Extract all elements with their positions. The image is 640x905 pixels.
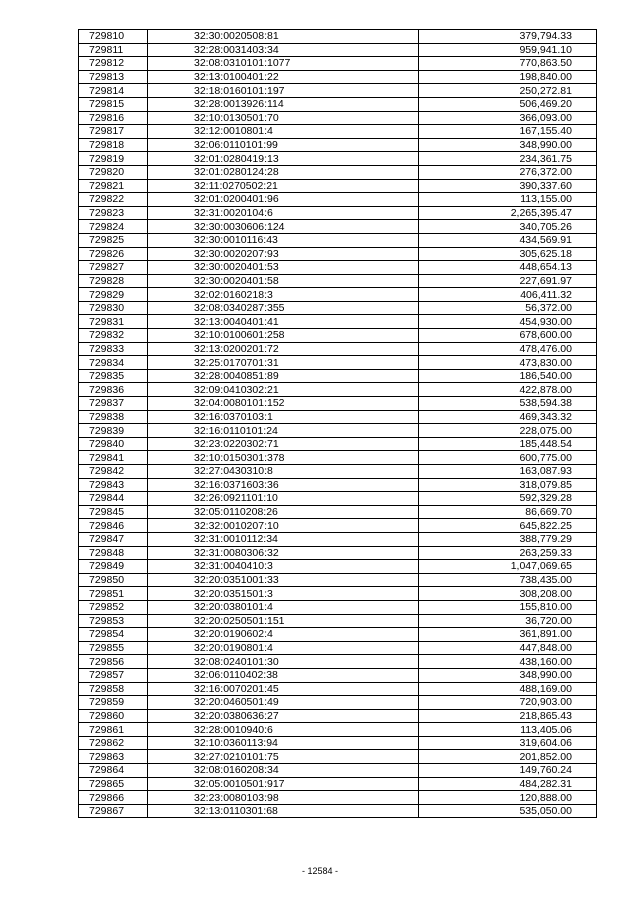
- amount-cell: 340,705.26: [419, 220, 597, 234]
- amount-cell: 234,361.75: [419, 152, 597, 166]
- record-id-cell: 729819: [79, 152, 148, 166]
- cadastral-number-cell: 32:13:0200201:72: [148, 342, 419, 356]
- table-row: [79, 233, 597, 247]
- amount-cell: 56,372.00: [419, 301, 597, 315]
- amount-cell: 218,865.43: [419, 709, 597, 723]
- record-id-cell: 729813: [79, 70, 148, 84]
- amount-cell: 434,569.91: [419, 233, 597, 247]
- cadastral-number-cell: 32:05:0010501:917: [148, 777, 419, 791]
- cadastral-number-cell: 32:28:0013926:114: [148, 97, 419, 111]
- cadastral-number-cell: 32:20:0250501:151: [148, 614, 419, 628]
- record-id-cell: 729848: [79, 546, 148, 560]
- amount-cell: 86,669.70: [419, 505, 597, 519]
- record-id-cell: 729817: [79, 125, 148, 139]
- amount-cell: 678,600.00: [419, 329, 597, 343]
- amount-cell: 535,050.00: [419, 804, 597, 818]
- cadastral-number-cell: 32:01:0200401:96: [148, 193, 419, 207]
- table-row: [79, 668, 597, 682]
- table-row: [79, 424, 597, 438]
- amount-cell: 447,848.00: [419, 641, 597, 655]
- amount-cell: 473,830.00: [419, 356, 597, 370]
- record-id-cell: 729822: [79, 193, 148, 207]
- record-id-cell: 729843: [79, 478, 148, 492]
- cadastral-number-cell: 32:13:0110301:68: [148, 804, 419, 818]
- amount-cell: 250,272.81: [419, 84, 597, 98]
- table-row: [79, 383, 597, 397]
- table-row: [79, 261, 597, 275]
- record-id-cell: 729855: [79, 641, 148, 655]
- amount-cell: 120,888.00: [419, 791, 597, 805]
- table-row: [79, 165, 597, 179]
- record-id-cell: 729854: [79, 628, 148, 642]
- amount-cell: 198,840.00: [419, 70, 597, 84]
- table-row: [79, 138, 597, 152]
- record-id-cell: 729858: [79, 682, 148, 696]
- record-id-cell: 729823: [79, 206, 148, 220]
- cadastral-number-cell: 32:32:0010207:10: [148, 519, 419, 533]
- cadastral-number-cell: 32:10:0130501:70: [148, 111, 419, 125]
- record-id-cell: 729837: [79, 397, 148, 411]
- amount-cell: 185,448.54: [419, 437, 597, 451]
- table-row: [79, 193, 597, 207]
- record-id-cell: 729811: [79, 43, 148, 57]
- cadastral-number-cell: 32:28:0031403:34: [148, 43, 419, 57]
- table-row: [79, 397, 597, 411]
- cadastral-number-cell: 32:28:0010940:6: [148, 723, 419, 737]
- table-row: [79, 84, 597, 98]
- cadastral-number-cell: 32:10:0100601:258: [148, 329, 419, 343]
- cadastral-number-cell: 32:16:0110101:24: [148, 424, 419, 438]
- amount-cell: 506,469.20: [419, 97, 597, 111]
- cadastral-number-cell: 32:20:0190602:4: [148, 628, 419, 642]
- table-row: [79, 628, 597, 642]
- record-id-cell: 729857: [79, 668, 148, 682]
- table-row: [79, 505, 597, 519]
- table-row: [79, 478, 597, 492]
- cadastral-number-cell: 32:16:0370103:1: [148, 410, 419, 424]
- table-row: [79, 560, 597, 574]
- record-id-cell: 729853: [79, 614, 148, 628]
- record-id-cell: 729824: [79, 220, 148, 234]
- amount-cell: 379,794.33: [419, 30, 597, 44]
- record-id-cell: 729810: [79, 30, 148, 44]
- record-id-cell: 729831: [79, 315, 148, 329]
- record-id-cell: 729825: [79, 233, 148, 247]
- record-id-cell: 729865: [79, 777, 148, 791]
- record-id-cell: 729860: [79, 709, 148, 723]
- table-row: [79, 804, 597, 818]
- cadastral-number-cell: 32:28:0040851:89: [148, 369, 419, 383]
- cadastral-number-cell: 32:09:0410302:21: [148, 383, 419, 397]
- amount-cell: 448,654.13: [419, 261, 597, 275]
- table-row: [79, 315, 597, 329]
- table-row: [79, 519, 597, 533]
- table-row: [79, 97, 597, 111]
- amount-cell: 438,160.00: [419, 655, 597, 669]
- amount-cell: 201,852.00: [419, 750, 597, 764]
- cadastral-number-cell: 32:27:0210101:75: [148, 750, 419, 764]
- amount-cell: 406,411.32: [419, 288, 597, 302]
- amount-cell: 538,594.38: [419, 397, 597, 411]
- table-row: [79, 70, 597, 84]
- cadastral-number-cell: 32:08:0310101:1077: [148, 57, 419, 71]
- cadastral-number-cell: 32:30:0020401:58: [148, 274, 419, 288]
- amount-cell: 959,941.10: [419, 43, 597, 57]
- amount-cell: 361,891.00: [419, 628, 597, 642]
- table-row: [79, 30, 597, 44]
- table-row: [79, 587, 597, 601]
- table-row: [79, 764, 597, 778]
- amount-cell: 422,878.00: [419, 383, 597, 397]
- cadastral-number-cell: 32:08:0240101:30: [148, 655, 419, 669]
- table-row: [79, 492, 597, 506]
- record-id-cell: 729814: [79, 84, 148, 98]
- table-row: [79, 152, 597, 166]
- cadastral-number-cell: 32:27:0430310:8: [148, 465, 419, 479]
- page-number: - 12584 -: [301, 866, 339, 876]
- table-row: [79, 614, 597, 628]
- amount-cell: 308,208.00: [419, 587, 597, 601]
- record-id-cell: 729818: [79, 138, 148, 152]
- cadastral-number-cell: 32:26:0921101:10: [148, 492, 419, 506]
- table-row: [79, 329, 597, 343]
- table-row: [79, 532, 597, 546]
- cadastral-number-cell: 32:01:0280124:28: [148, 165, 419, 179]
- amount-cell: 305,625.18: [419, 247, 597, 261]
- cadastral-number-cell: 32:30:0030606:124: [148, 220, 419, 234]
- amount-cell: 388,779.29: [419, 532, 597, 546]
- table-row: [79, 696, 597, 710]
- table-row: [79, 573, 597, 587]
- cadastral-number-cell: 32:31:0080306:32: [148, 546, 419, 560]
- amount-cell: 228,075.00: [419, 424, 597, 438]
- record-id-cell: 729829: [79, 288, 148, 302]
- amount-cell: 348,990.00: [419, 138, 597, 152]
- amount-cell: 469,343.32: [419, 410, 597, 424]
- table-row: [79, 641, 597, 655]
- record-id-cell: 729863: [79, 750, 148, 764]
- cadastral-number-cell: 32:11:0270502:21: [148, 179, 419, 193]
- record-id-cell: 729862: [79, 736, 148, 750]
- cadastral-number-cell: 32:30:0020401:53: [148, 261, 419, 275]
- table-row: [79, 791, 597, 805]
- cadastral-number-cell: 32:16:0070201:45: [148, 682, 419, 696]
- record-id-cell: 729815: [79, 97, 148, 111]
- cadastral-number-cell: 32:30:0020207:93: [148, 247, 419, 261]
- record-id-cell: 729842: [79, 465, 148, 479]
- record-id-cell: 729856: [79, 655, 148, 669]
- cadastral-number-cell: 32:23:0080103:98: [148, 791, 419, 805]
- table-row: [79, 465, 597, 479]
- table-row: [79, 600, 597, 614]
- table-row: [79, 247, 597, 261]
- amount-cell: 149,760.24: [419, 764, 597, 778]
- record-id-cell: 729828: [79, 274, 148, 288]
- amount-cell: 113,405.06: [419, 723, 597, 737]
- cadastral-number-cell: 32:05:0110208:26: [148, 505, 419, 519]
- cadastral-number-cell: 32:18:0160101:197: [148, 84, 419, 98]
- amount-cell: 366,093.00: [419, 111, 597, 125]
- cadastral-number-cell: 32:13:0040401:41: [148, 315, 419, 329]
- record-id-cell: 729832: [79, 329, 148, 343]
- cadastral-number-cell: 32:06:0110402:38: [148, 668, 419, 682]
- amount-cell: 770,863.50: [419, 57, 597, 71]
- amount-cell: 318,079.85: [419, 478, 597, 492]
- table-row: [79, 655, 597, 669]
- record-id-cell: 729834: [79, 356, 148, 370]
- table-row: [79, 682, 597, 696]
- record-id-cell: 729839: [79, 424, 148, 438]
- cadastral-number-cell: 32:23:0220302:71: [148, 437, 419, 451]
- record-id-cell: 729830: [79, 301, 148, 315]
- table-row: [79, 546, 597, 560]
- amount-cell: 348,990.00: [419, 668, 597, 682]
- cadastral-number-cell: 32:10:0150301:378: [148, 451, 419, 465]
- amount-cell: 738,435.00: [419, 573, 597, 587]
- table-row: [79, 356, 597, 370]
- cadastral-number-cell: 32:20:0351501:3: [148, 587, 419, 601]
- table-row: [79, 220, 597, 234]
- table-row: [79, 736, 597, 750]
- amount-cell: 36,720.00: [419, 614, 597, 628]
- cadastral-number-cell: 32:25:0170701:31: [148, 356, 419, 370]
- table-row: [79, 179, 597, 193]
- record-id-cell: 729867: [79, 804, 148, 818]
- amount-cell: 163,087.93: [419, 465, 597, 479]
- records-table: [78, 29, 597, 818]
- record-id-cell: 729861: [79, 723, 148, 737]
- table-row: [79, 410, 597, 424]
- amount-cell: 227,691.97: [419, 274, 597, 288]
- amount-cell: 600,775.00: [419, 451, 597, 465]
- amount-cell: 478,476.00: [419, 342, 597, 356]
- cadastral-number-cell: 32:20:0190801:4: [148, 641, 419, 655]
- cadastral-number-cell: 32:01:0280419:13: [148, 152, 419, 166]
- amount-cell: 186,540.00: [419, 369, 597, 383]
- record-id-cell: 729833: [79, 342, 148, 356]
- record-id-cell: 729866: [79, 791, 148, 805]
- cadastral-number-cell: 32:20:0460501:49: [148, 696, 419, 710]
- table-row: [79, 437, 597, 451]
- cadastral-number-cell: 32:16:0371603:36: [148, 478, 419, 492]
- table-row: [79, 451, 597, 465]
- amount-cell: 113,155.00: [419, 193, 597, 207]
- cadastral-number-cell: 32:10:0360113:94: [148, 736, 419, 750]
- record-id-cell: 729826: [79, 247, 148, 261]
- table-row: [79, 206, 597, 220]
- table-row: [79, 709, 597, 723]
- record-id-cell: 729864: [79, 764, 148, 778]
- amount-cell: 488,169.00: [419, 682, 597, 696]
- amount-cell: 454,930.00: [419, 315, 597, 329]
- cadastral-number-cell: 32:30:0010116:43: [148, 233, 419, 247]
- record-id-cell: 729838: [79, 410, 148, 424]
- cadastral-number-cell: 32:20:0380101:4: [148, 600, 419, 614]
- amount-cell: 592,329.28: [419, 492, 597, 506]
- record-id-cell: 729836: [79, 383, 148, 397]
- amount-cell: 645,822.25: [419, 519, 597, 533]
- cadastral-number-cell: 32:06:0110101:99: [148, 138, 419, 152]
- record-id-cell: 729816: [79, 111, 148, 125]
- table-row: [79, 111, 597, 125]
- cadastral-number-cell: 32:04:0080101:152: [148, 397, 419, 411]
- table-row: [79, 288, 597, 302]
- record-id-cell: 729844: [79, 492, 148, 506]
- record-id-cell: 729845: [79, 505, 148, 519]
- records-table-body: [79, 30, 597, 818]
- record-id-cell: 729859: [79, 696, 148, 710]
- record-id-cell: 729850: [79, 573, 148, 587]
- record-id-cell: 729846: [79, 519, 148, 533]
- amount-cell: 484,282.31: [419, 777, 597, 791]
- record-id-cell: 729847: [79, 532, 148, 546]
- amount-cell: 720,903.00: [419, 696, 597, 710]
- cadastral-number-cell: 32:12:0010801:4: [148, 125, 419, 139]
- table-row: [79, 777, 597, 791]
- record-id-cell: 729852: [79, 600, 148, 614]
- record-id-cell: 729835: [79, 369, 148, 383]
- cadastral-number-cell: 32:20:0380636:27: [148, 709, 419, 723]
- cadastral-number-cell: 32:13:0100401:22: [148, 70, 419, 84]
- record-id-cell: 729827: [79, 261, 148, 275]
- amount-cell: 1,047,069.65: [419, 560, 597, 574]
- record-id-cell: 729840: [79, 437, 148, 451]
- record-id-cell: 729812: [79, 57, 148, 71]
- record-id-cell: 729851: [79, 587, 148, 601]
- cadastral-number-cell: 32:31:0010112:34: [148, 532, 419, 546]
- cadastral-number-cell: 32:08:0160208:34: [148, 764, 419, 778]
- amount-cell: 390,337.60: [419, 179, 597, 193]
- cadastral-number-cell: 32:20:0351001:33: [148, 573, 419, 587]
- cadastral-number-cell: 32:02:0160218:3: [148, 288, 419, 302]
- amount-cell: 2,265,395.47: [419, 206, 597, 220]
- amount-cell: 155,810.00: [419, 600, 597, 614]
- amount-cell: 167,155.40: [419, 125, 597, 139]
- table-row: [79, 301, 597, 315]
- cadastral-number-cell: 32:30:0020508:81: [148, 30, 419, 44]
- record-id-cell: 729820: [79, 165, 148, 179]
- table-row: [79, 750, 597, 764]
- amount-cell: 276,372.00: [419, 165, 597, 179]
- record-id-cell: 729841: [79, 451, 148, 465]
- amount-cell: 319,604.06: [419, 736, 597, 750]
- cadastral-number-cell: 32:08:0340287:355: [148, 301, 419, 315]
- cadastral-number-cell: 32:31:0020104:6: [148, 206, 419, 220]
- table-row: [79, 723, 597, 737]
- table-row: [79, 57, 597, 71]
- table-row: [79, 43, 597, 57]
- record-id-cell: 729821: [79, 179, 148, 193]
- table-row: [79, 125, 597, 139]
- table-row: [79, 369, 597, 383]
- table-row: [79, 274, 597, 288]
- table-row: [79, 342, 597, 356]
- cadastral-number-cell: 32:31:0040410:3: [148, 560, 419, 574]
- amount-cell: 263,259.33: [419, 546, 597, 560]
- record-id-cell: 729849: [79, 560, 148, 574]
